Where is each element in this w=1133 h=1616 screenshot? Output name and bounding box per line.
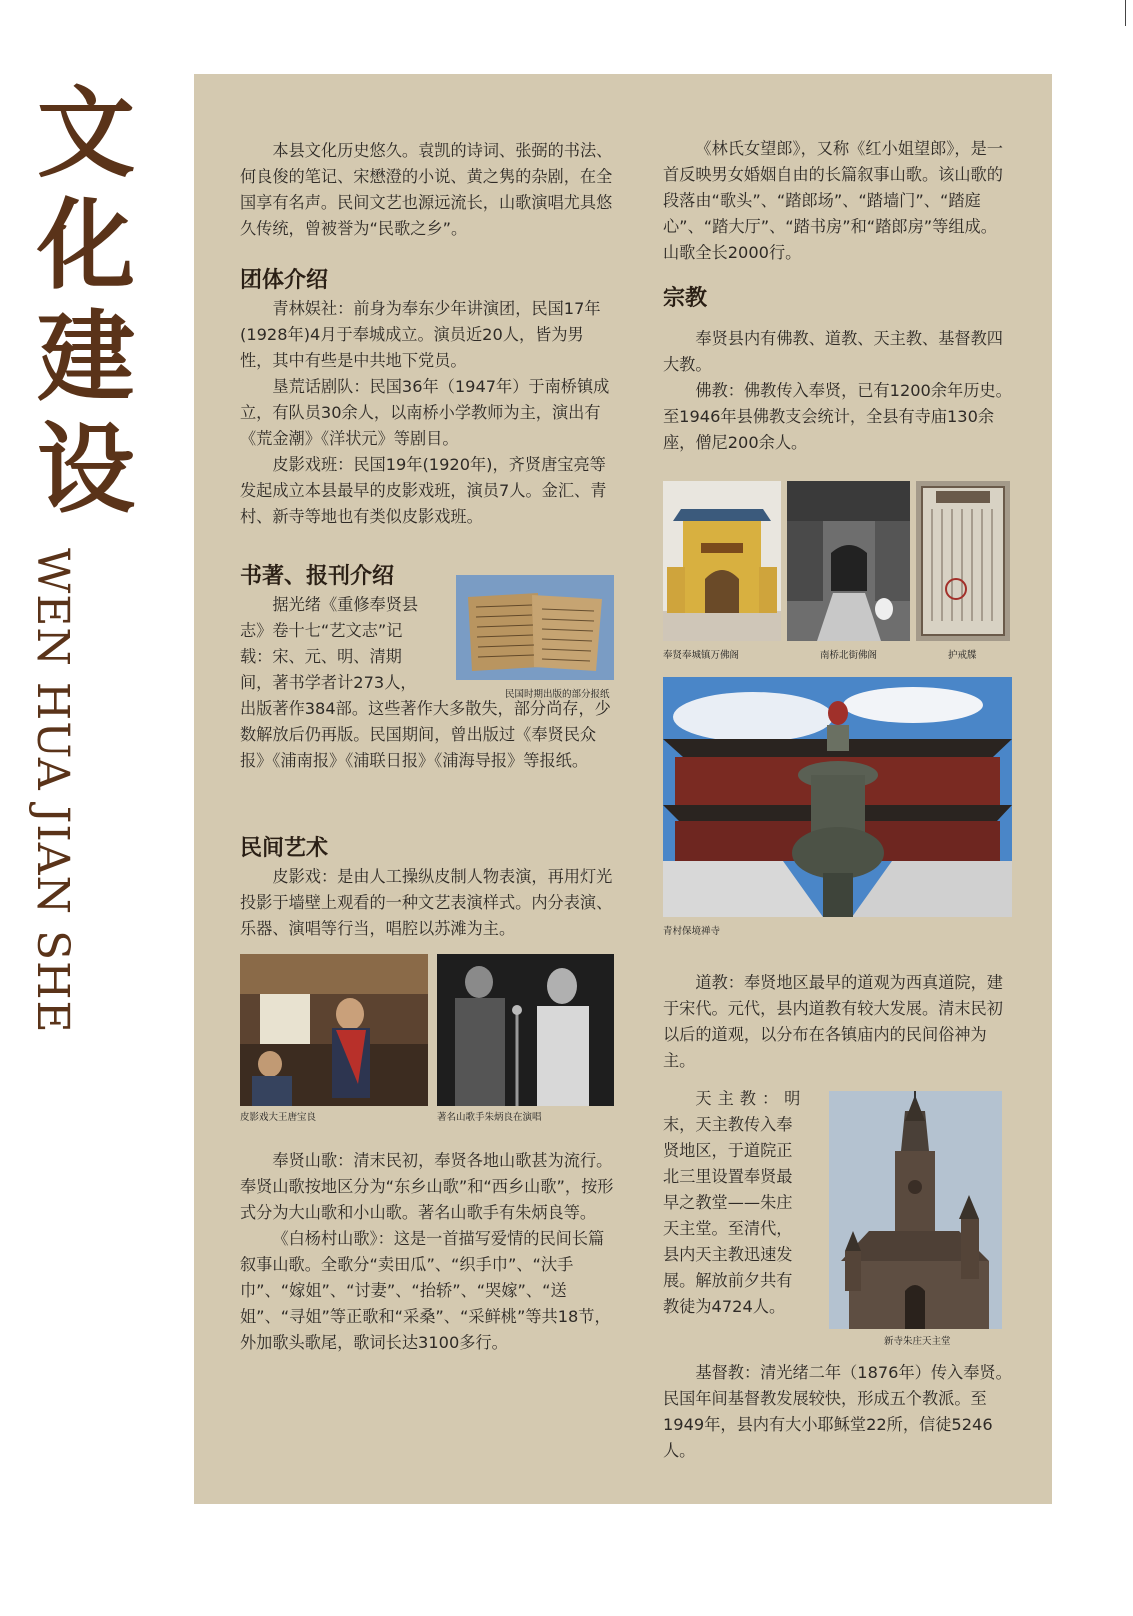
side-pinyin [27, 548, 78, 1108]
nanqiao-image [787, 481, 910, 641]
religion-paragraph: 奉贤县内有佛教、道教、天主教、基督教四大教。 [663, 329, 1003, 374]
title-char: 文 [36, 76, 135, 191]
songs-section [240, 1148, 615, 1356]
christian-paragraph: 基督教：清光绪二年（1876年）传入奉贤。民国年间基督教发展较快，形成五个教派。至1949年，县内有大小耶稣堂22所，信徒5246人。 [663, 1363, 1012, 1460]
shadow-play-photo [240, 954, 428, 1106]
intro-block [240, 138, 615, 242]
catholic-line: 天主教：明 [695, 1089, 807, 1108]
catholic-line: 天主堂。至清代， [663, 1219, 793, 1238]
folk-section [240, 834, 615, 942]
linshi-paragraph: 《林氏女望郎》，又称《红小姐望郎》，是一首反映男女婚姻自由的长篇叙事山歌。该山歌的段落由“歌头”、“踏郎场”、“踏墙门”、“踏庭心”、“踏大厅”、“踏书房”和“踏郎房”等组成。山歌全长2000行。 [663, 139, 1003, 262]
song-paragraph: 奉贤山歌：清末民初，奉贤各地山歌甚为流行。奉贤山歌按地区分为“东乡山歌”和“西乡山歌”，按形式分为大山歌和小山歌。著名山歌手有朱炳良等。 [240, 1151, 614, 1222]
wanfo-caption: 奉贤奉城镇万佛阁 [663, 650, 740, 661]
shadow-play-caption: 皮影戏大王唐宝良 [240, 1112, 317, 1123]
christian-block [663, 1360, 1013, 1464]
folk-heading: 民间艺术 [240, 836, 329, 861]
temple-photo [663, 677, 1012, 917]
corner-mark [1125, 0, 1126, 26]
books-line: 据光绪《重修奉贤县 [272, 595, 419, 614]
books-rest: 出版著作384部。这些著作大多散失，部分尚存，少数解放后仍再版。民国期间，曾出版过《奉贤民众报》《浦南报》《浦联日报》《浦海导报》等报纸。 [240, 699, 611, 770]
books-line: 间，著书学者计273人， [240, 673, 417, 692]
catholic-block [663, 1086, 813, 1320]
jiedie-caption: 护戒牒 [948, 650, 977, 661]
singer-image [437, 954, 614, 1106]
groups-section [240, 266, 615, 530]
catholic-line: 县内天主教迅速发 [663, 1245, 793, 1264]
shadow-play-image [240, 954, 428, 1106]
song-paragraph: 《白杨村山歌》：这是一首描写爱情的民间长篇叙事山歌。全歌分“卖田瓜”、“织手巾”、“汏手巾”、“嫁姐”、“讨妻”、“抬轿”、“哭嫁”、“送姐”、“寻姐”等正歌和“采桑”、“采鲜桃”等共18节，外加歌头歌尾，歌词长达3100多行。 [240, 1229, 611, 1352]
newspaper-image [456, 575, 614, 680]
jiedie-image [916, 481, 1010, 641]
title-char: 设 [36, 412, 135, 527]
folk-paragraph: 皮影戏：是由人工操纵皮制人物表演，再用灯光投影于墙壁上观看的一种文艺表演样式。内分表演、乐器、演唱等行当，唱腔以苏滩为主。 [240, 867, 613, 938]
newspaper-photo [456, 575, 614, 680]
newspaper-caption: 民国时期出版的部分报纸 [505, 689, 610, 700]
church-photo [829, 1091, 1002, 1329]
wanfo-image [663, 481, 781, 641]
singer-photo [437, 954, 614, 1106]
catholic-line: 教徒为4724人。 [663, 1297, 786, 1316]
temple-caption: 青村保境禅寺 [663, 926, 721, 937]
books-line: 载：宋、元、明、清期 [240, 647, 402, 666]
nanqiao-caption: 南桥北街佛阁 [820, 650, 878, 661]
title-char: 化 [36, 188, 135, 303]
group-paragraph: 垦荒话剧队：民国36年（1947年）于南桥镇成立，有队员30余人，以南桥小学教师为主，演出有《荒金潮》《洋状元》等剧目。 [240, 377, 610, 448]
taoism-paragraph: 道教：奉贤地区最早的道观为西真道院，建于宋代。元代，县内道教有较大发展。清末民初以后的道观，以分布在各镇庙内的民间俗神为主。 [663, 973, 1003, 1070]
pinyin-text: WEN HUA JIAN SHE [27, 548, 78, 1034]
jiedie-photo [916, 481, 1010, 641]
linshi-block [663, 136, 1013, 266]
religion-paragraph: 佛教：佛教传入奉贤，已有1200余年历史。至1946年县佛教支会统计，全县有寺庙130余座，僧尼200余人。 [663, 381, 1012, 452]
nanqiao-photo [787, 481, 910, 641]
temple-image [663, 677, 1012, 917]
taoism-block [663, 970, 1013, 1074]
groups-heading: 团体介绍 [240, 268, 329, 293]
religion-heading: 宗教 [663, 286, 708, 311]
group-paragraph: 皮影戏班：民国19年(1920年)，齐贤唐宝亮等发起成立本县最早的皮影戏班，演员7人。金汇、青村、新寺等地也有类似皮影戏班。 [240, 455, 607, 526]
singer-caption: 著名山歌手朱炳良在演唱 [437, 1112, 542, 1123]
wanfo-photo [663, 481, 781, 641]
side-title [36, 78, 136, 526]
group-paragraph: 青林娱社：前身为奉东少年讲演团，民国17年(1928年)4月于奉城成立。演员近20人，皆为男性，其中有些是中共地下党员。 [240, 299, 601, 370]
catholic-line: 北三里设置奉贤最 [663, 1167, 793, 1186]
intro-paragraph: 本县文化历史悠久。袁凯的诗词、张弼的书法、何良俊的笔记、宋懋澄的小说、黄之隽的杂剧，在全国享有名声。民间文艺也源远流长，山歌演唱尤具悠久传统，曾被誉为“民歌之乡”。 [240, 141, 613, 238]
books-line: 志》卷十七“艺文志”记 [240, 621, 403, 640]
religion-section [663, 284, 1013, 456]
catholic-line: 展。解放前夕共有 [663, 1271, 793, 1290]
books-heading: 书著、报刊介绍 [240, 564, 395, 589]
title-char: 建 [36, 300, 135, 415]
church-image [829, 1091, 1002, 1329]
catholic-line: 贤地区，于道院正 [663, 1141, 793, 1160]
church-caption: 新寺朱庄天主堂 [884, 1336, 951, 1347]
catholic-line: 早之教堂——朱庄 [663, 1193, 793, 1212]
catholic-line: 末，天主教传入奉 [663, 1115, 793, 1134]
